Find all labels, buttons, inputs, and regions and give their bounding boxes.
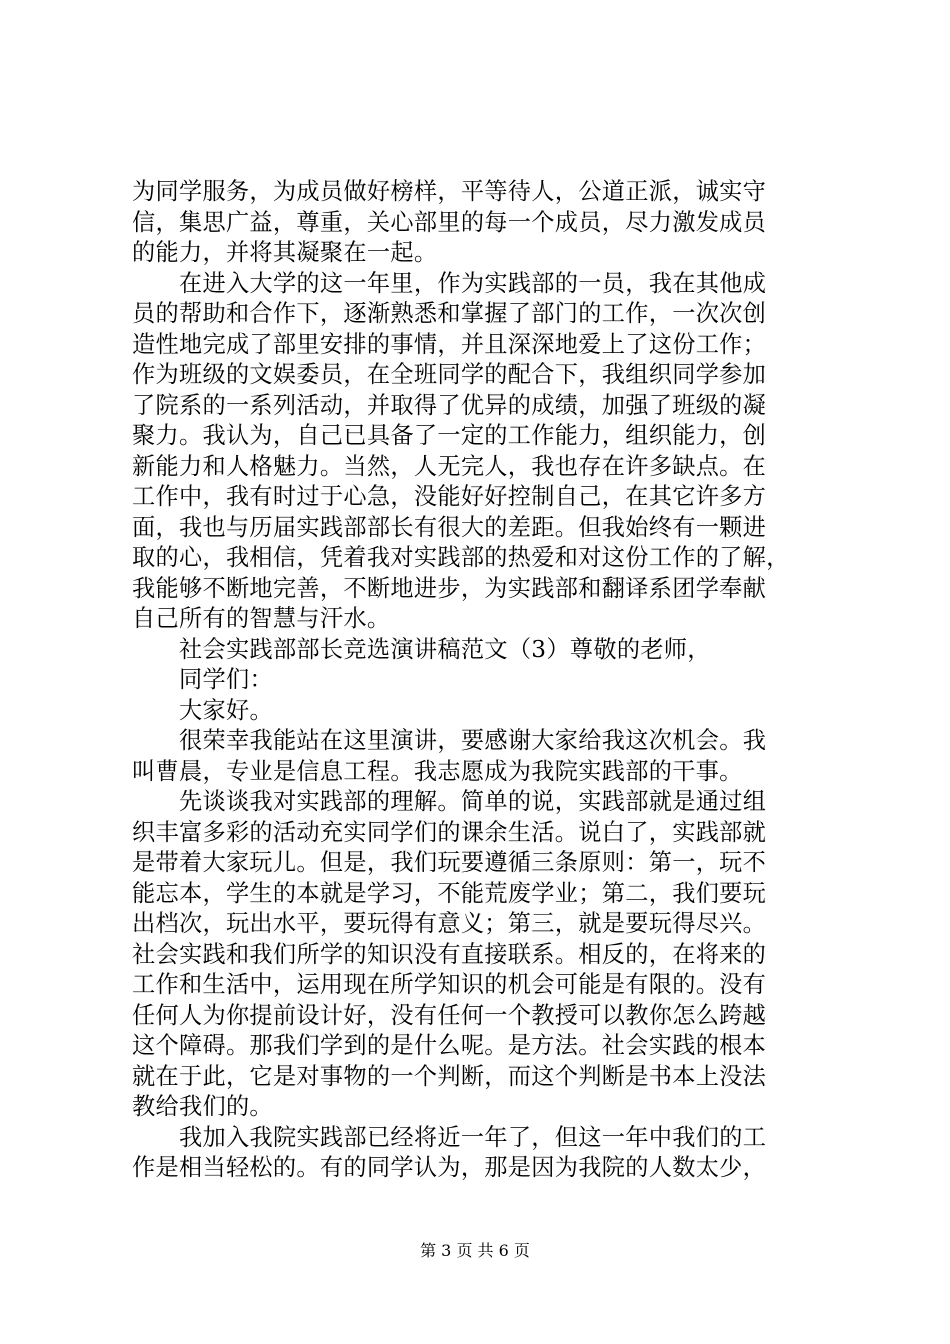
text-line: 能忘本，学生的本就是学习，不能荒废学业；第二，我们要玩 (132, 879, 767, 907)
text-line: 员的帮助和合作下，逐渐熟悉和掌握了部门的工作，一次次创 (132, 300, 767, 327)
text-line: 了院系的一系列活动，并取得了优异的成绩，加强了班级的凝 (132, 391, 767, 419)
page-footer: 第 3 页 共 6 页 (420, 1241, 530, 1260)
text-line: 很荣幸我能站在这里演讲，要感谢大家给我这次机会。我 (179, 727, 767, 754)
text-line: 任何人为你提前设计好，没有任何一个教授可以教你怎么跨越 (132, 1001, 767, 1029)
text-line: 在进入大学的这一年里，作为实践部的一员，我在其他成 (179, 269, 767, 297)
text-line: 信，集思广益，尊重，关心部里的每一个成员，尽力激发成员 (132, 208, 767, 236)
text-line: 我能够不断地完善，不断地进步，为实践部和翻译系团学奉献 (132, 574, 767, 602)
text-line: 出档次，玩出水平，要玩得有意义；第三，就是要玩得尽兴。 (132, 910, 767, 937)
text-line: 作是相当轻松的。有的同学认为，那是因为我院的人数太少， (132, 1154, 767, 1181)
text-line: 的能力，并将其凝聚在一起。 (132, 239, 438, 266)
text-line: 社会实践和我们所学的知识没有直接联系。相反的，在将来的 (132, 940, 767, 968)
text-line: 新能力和人格魅力。当然，人无完人，我也存在许多缺点。在 (132, 452, 767, 480)
text-line: 作为班级的文娱委员，在全班同学的配合下，我组织同学参加 (132, 361, 767, 388)
text-line: 先谈谈我对实践部的理解。简单的说，实践部就是通过组 (179, 788, 767, 815)
text-line: 为同学服务，为成员做好榜样，平等待人，公道正派，诚实守 (132, 178, 767, 205)
text-line: 教给我们的。 (132, 1093, 273, 1120)
body-text (132, 177, 832, 1184)
text-line: 工作和生活中，运用现在所学知识的机会可能是有限的。没有 (132, 971, 767, 998)
text-line: 面，我也与历届实践部部长有很大的差距。但我始终有一颗进 (132, 513, 767, 541)
text-line: 大家好。 (179, 696, 273, 724)
text-line: 自己所有的智慧与汗水。 (132, 605, 391, 632)
text-line: 就在于此，它是对事物的一个判断，而这个判断是书本上没法 (132, 1062, 767, 1090)
text-line: 织丰富多彩的活动充实同学们的课余生活。说白了，实践部就 (132, 818, 767, 846)
text-line: 这个障碍。那我们学到的是什么呢。是方法。社会实践的根本 (132, 1032, 767, 1059)
text-line: 取的心，我相信，凭着我对实践部的热爱和对这份工作的了解， (132, 544, 790, 571)
text-line: 同学们： (179, 666, 273, 693)
text-line: 聚力。我认为，自己已具备了一定的工作能力，组织能力，创 (132, 422, 767, 449)
text-line: 我加入我院实践部已经将近一年了，但这一年中我们的工 (179, 1123, 767, 1151)
text-line: 叫曹晨，专业是信息工程。我志愿成为我院实践部的干事。 (132, 757, 743, 785)
text-line: 工作中，我有时过于心急，没能好好控制自己，在其它许多方 (132, 483, 767, 510)
text-line: 是带着大家玩儿。但是，我们玩要遵循三条原则：第一，玩不 (132, 849, 767, 876)
text-line: 社会实践部部长竞选演讲稿范文（3）尊敬的老师， (179, 635, 711, 663)
text-line: 造性地完成了部里安排的事情，并且深深地爱上了这份工作； (132, 330, 767, 358)
